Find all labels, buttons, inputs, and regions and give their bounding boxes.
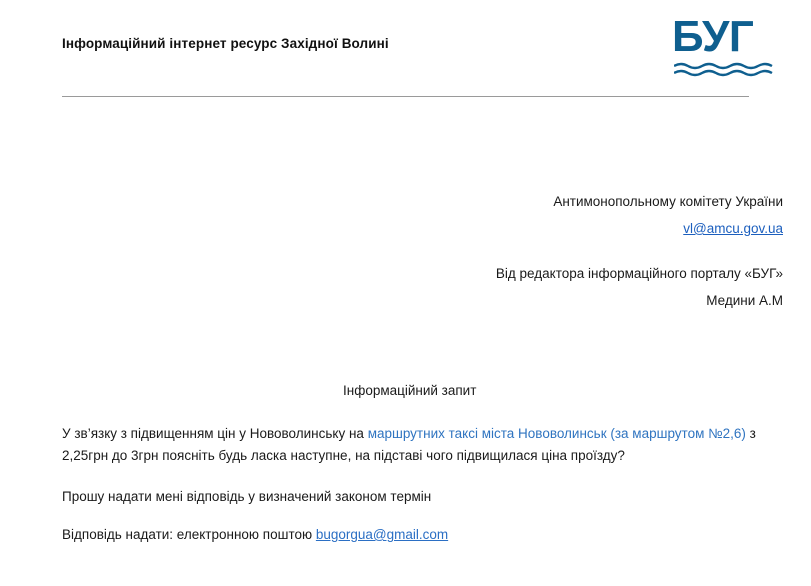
addressee-block [0, 188, 783, 314]
logo-wordmark: БУГ [672, 12, 754, 61]
paragraph-request-highlight: маршрутних таксі міста Нововолинськ (за маршрутом №2,6) [367, 426, 746, 441]
addressee-organization: Антимонопольному комітету України [553, 194, 783, 209]
reply-email-link[interactable]: bugorgua@gmail.com [315, 527, 449, 542]
sender-name: Медини А.М [706, 293, 783, 308]
paragraph-request-part1: У зв’язку з підвищенням цін у Нововолинську на [62, 426, 368, 441]
paragraph-request [62, 423, 768, 467]
paragraph-reply-method [62, 524, 768, 546]
paragraph-reply-prefix: Відповідь надати: електронною поштою [62, 527, 316, 542]
document-title: Інформаційний запит [343, 383, 477, 398]
paragraph-deadline: Прошу надати мені відповідь у визначений законом термін [62, 489, 432, 504]
document-body [62, 423, 768, 563]
sender-role: Від редактора інформаційного порталу «БУГ» [495, 266, 783, 281]
addressee-email-line [0, 215, 783, 242]
addressee-email-link[interactable]: vl@amcu.gov.ua [683, 221, 783, 236]
wave-lines-icon [674, 62, 778, 80]
paragraph-request-part3: з 2,25грн до 3грн поясніть будь ласка наступне, на підставі чого підвищилася ціна проїзду? [62, 426, 756, 463]
header-divider [62, 96, 749, 97]
site-title: Інформаційний інтернет ресурс Західної Волині [62, 36, 389, 51]
bug-logo [672, 14, 780, 80]
page-header [0, 0, 811, 97]
